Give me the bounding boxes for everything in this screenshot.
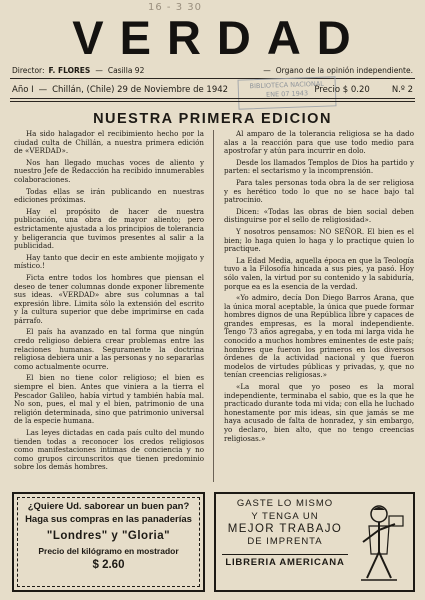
ad-line-4: DE IMPRENTA xyxy=(247,535,323,547)
masthead-info-line: Director: F. FLORES — Casilla 92 — Organo de la opinión independiente. xyxy=(12,66,413,75)
paragraph: Al amparo de la tolerancia religiosa se ha dado alas a la reacción para que use todo medio para apostrofar y atún para incurrir en dolo. xyxy=(224,130,414,156)
paragraph: Nos han llegado muchas voces de aliento y nuestro Jefe de Redacción ha recibido innumerables colaboraciones. xyxy=(14,157,204,184)
issue-number: N.º 2 xyxy=(391,85,413,95)
paragraph: La Edad Media, aquella época en que la Teología tuvo a la Filosofía hincada a sus pies, ya pasó. Hoy sólo valen, la virtud por su contenido y la sabiduría, porque ea es la esencia de la verdad. xyxy=(224,255,414,291)
ad-line-1: GASTE LO MISMO xyxy=(236,498,334,509)
paragraph: Todas ellas se irán publicando en nuestras ediciones próximas. xyxy=(14,186,204,205)
bakery-advertisement xyxy=(12,492,205,592)
paragraph: Ha sido halagador el recibimiento hecho por la ciudad culta de Chillán, a nuestra primera edición de «VERDAD». xyxy=(14,130,204,156)
organ-description: Organo de la opinión independiente. xyxy=(275,66,413,75)
paragraph: El país ha avanzado en tal forma que ningún credo religioso debiera crear problemas entre las relaciones humanas. Seguramente la doctrina religiosa debiera unir a las personas y no separarlas como actualmente ocurre. xyxy=(14,327,204,371)
ad-line-bakeries: "Londres" y "Gloria" xyxy=(46,530,171,542)
dateline-rule-2 xyxy=(10,101,415,102)
dateline: Año I — Chillán, (Chile) 29 de Noviembre de 1942 Precio $ 0.20 N.º 2 xyxy=(12,85,413,95)
ad-text-block xyxy=(222,498,348,570)
paragraph: Hay tanto que decir en este ambiente mojigato y místico.! xyxy=(14,252,204,271)
masthead-title: VERDAD xyxy=(72,11,367,64)
ad-line-question: ¿Quiere Ud. saborear un buen pan? xyxy=(27,501,190,512)
article-column-right xyxy=(224,130,414,482)
paragraph: Para tales personas toda obra la de ser religiosa y es herético todo lo que no se hace bajo tal patrocinio. xyxy=(224,177,414,205)
place-date: Chillán, (Chile) 29 de Noviembre de 1942 xyxy=(52,85,229,95)
ad-line-3: MEJOR TRABAJO xyxy=(227,523,343,535)
ad-line-shops: Haga sus compras en las panaderías xyxy=(25,514,192,525)
column-divider xyxy=(213,130,214,482)
paragraph: Dicen: «Todas las obras de bien social deben distinguirse por el sello de religiosidad». xyxy=(224,206,414,225)
ad-border xyxy=(17,497,200,587)
ad-price: $ 2.60 xyxy=(92,559,125,571)
post-box: Casilla 92 xyxy=(107,66,145,75)
paragraph: Y nosotros pensamos: NO SEÑOR. El bien es el bien; lo haga quien lo haga y lo practique quien lo practique. xyxy=(224,226,414,254)
masthead-rule-top xyxy=(10,78,415,79)
dateline-rule-1 xyxy=(10,98,415,99)
issue-price: Precio $ 0.20 xyxy=(314,85,370,95)
director-name: F. FLORES xyxy=(48,66,91,75)
stamp-line-1: BIBLIOTECA NACIONAL xyxy=(249,79,324,91)
paragraph: Las leyes dictadas en cada país culto del mundo tienden todas a reconocer los credos religiosos como manifestaciones íntimas de conciencia y no como grupos circunscritos que tienen predominio sobre los demás hombres. xyxy=(14,428,204,472)
paragraph: Ficta entre todos los hombres que piensan el deseo de tener columnas donde exponer libremente sus ideas. «VERDAD» abre sus columnas a tal expresión libre. Limita sólo la extensión del escrito y la cultura superior que debe imprimirse en cada párrafo. xyxy=(14,272,204,325)
ad-line-price-label: Precio del kilógramo en mostrador xyxy=(38,546,179,556)
ad-line-2: Y TENGA UN xyxy=(251,510,319,522)
printing-advertisement xyxy=(214,492,415,592)
paragraph: El bien no tiene color religioso; el bien es siempre el bien. Antes que viniera a la tierra el Pescador Galileo, había virtud y también había mal. No son, pues, el mal y el bien, patrimonio de una religión determinada, sino que patrimonio universal de la especie humana. xyxy=(14,373,204,426)
handwritten-note: 16 - 3 30 xyxy=(148,2,202,13)
article-headline: NUESTRA PRIMERA EDICION xyxy=(93,111,332,127)
paragraph: Hay el propósito de hacer de nuestra publicación, una obra de mayor aliento; pero estrictamente ajustada a los principios de tolerancia y beligerancia que tuvimos presentes al salir a la publicidad. xyxy=(14,206,204,251)
paragraph: «Yo admiro, decía Don Diego Barros Arana, que la única moral aceptable, la única que puede formar hombres dignos de una República libre y capaces de grandes empresas, es la moral independiente. Tengo 73 años agregaba, y en toda mi larga vida he conocido a muchos hombres eminentes de este país; hombres que fueron los primeros en los diversos órdenes de la actividad nacional y que fueron modelos de virtudes públicas y privadas, y, que no tenían creencias religiosas.» xyxy=(224,293,414,380)
printer-figure-illustration xyxy=(349,502,407,586)
director-label: Director: xyxy=(12,66,45,75)
paragraph: «La moral que yo poseo es la moral independiente, terminaba el sabio, que es la que he practicado durante toda mi vida; con ella he luchado honestamente por mis ideas, sin que jamás se me haya acusado de falta de honradez, y sin embargo, yo declaro, bien alto, que no tengo creencias religiosas.» xyxy=(224,382,414,443)
issue-year: Año I xyxy=(12,85,34,95)
article-column-left xyxy=(14,130,204,482)
ad-brand: LIBRERIA AMERICANA xyxy=(222,554,348,570)
paragraph: Desde los llamados Templos de Dios ha partido y parten: el sectarismo y la incomprensión. xyxy=(224,157,414,176)
stamp-line-2: ENE 07 1943 xyxy=(265,89,309,99)
